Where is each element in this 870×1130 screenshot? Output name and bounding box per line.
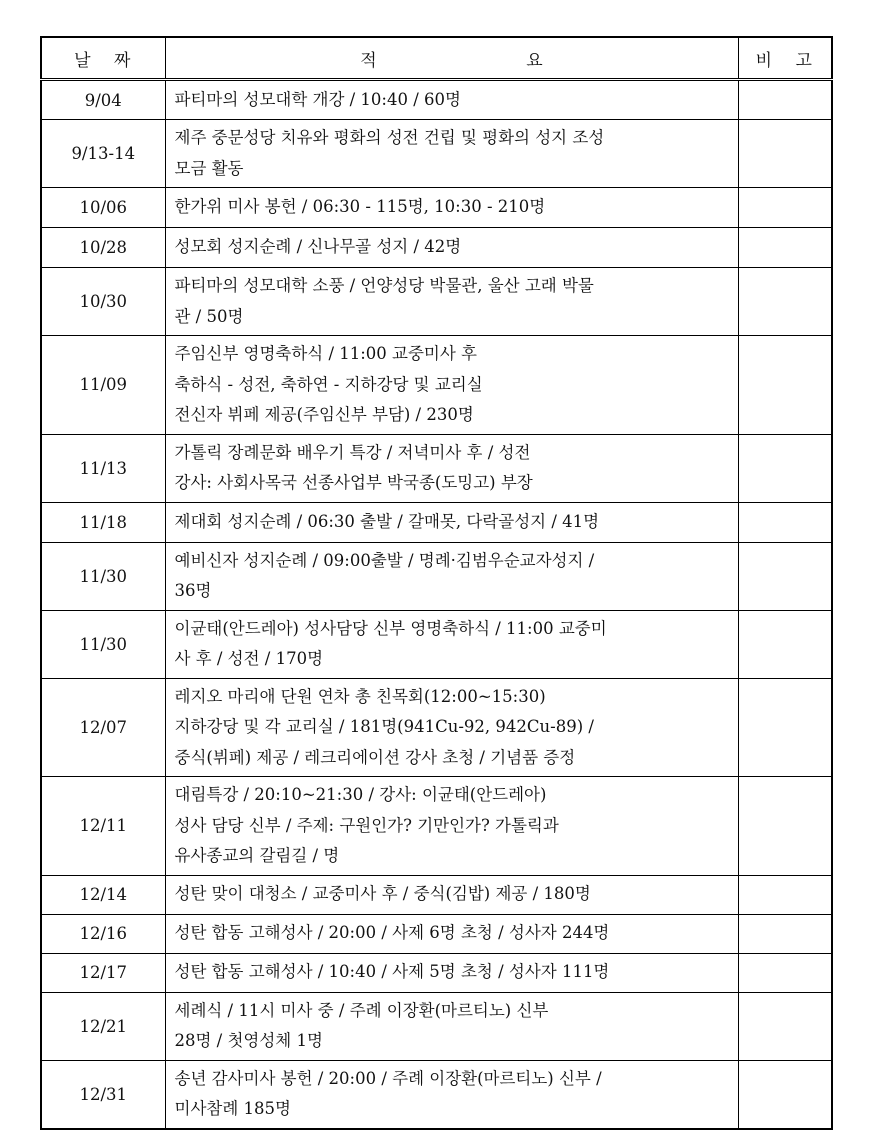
table-row bbox=[41, 268, 832, 336]
summary-line: 관 / 50명 bbox=[174, 306, 244, 326]
row-date: 12/17 bbox=[41, 953, 165, 992]
summary-line: 지하강당 및 각 교리실 / 181명(941Cu-92, 942Cu-89) / bbox=[174, 717, 594, 736]
row-date: 11/13 bbox=[41, 434, 165, 502]
row-summary bbox=[165, 502, 738, 542]
row-date: 12/31 bbox=[41, 1060, 165, 1129]
table-row bbox=[41, 80, 832, 120]
summary-line: 성탄 합동 고해성사 / 20:00 / 사제 6명 초청 / 성사자 244명 bbox=[174, 923, 610, 943]
row-summary bbox=[165, 188, 738, 228]
summary-line: 제대회 성지순례 / 06:30 출발 / 갈매못, 다락골성지 / 41명 bbox=[174, 511, 600, 531]
summary-line: 송년 감사미사 봉헌 / 20:00 / 주례 이장환(마르티노) 신부 / bbox=[174, 1068, 602, 1088]
header-note-label: 비 고 bbox=[755, 50, 814, 71]
summary-line: 주임신부 영명축하식 / 11:00 교중미사 후 bbox=[174, 344, 477, 363]
activity-log-sheet bbox=[40, 36, 831, 1130]
row-date: 11/18 bbox=[41, 502, 165, 542]
table-row bbox=[41, 678, 832, 777]
row-summary bbox=[165, 678, 738, 777]
row-date: 12/21 bbox=[41, 992, 165, 1060]
summary-line: 파티마의 성모대학 소풍 / 언양성당 박물관, 울산 고래 박물 bbox=[174, 276, 594, 295]
activity-table bbox=[40, 36, 833, 1130]
row-summary bbox=[165, 1060, 738, 1129]
row-note bbox=[738, 80, 832, 120]
row-note bbox=[738, 992, 832, 1060]
row-summary bbox=[165, 268, 738, 336]
table-row bbox=[41, 914, 832, 953]
header-note bbox=[738, 37, 832, 80]
table-row bbox=[41, 953, 832, 992]
table-row bbox=[41, 1060, 832, 1129]
row-date: 9/04 bbox=[41, 80, 165, 120]
row-summary bbox=[165, 120, 738, 188]
row-note bbox=[738, 914, 832, 953]
row-note bbox=[738, 228, 832, 268]
row-date: 10/30 bbox=[41, 268, 165, 336]
summary-line: 강사: 사회사목국 선종사업부 박국종(도밍고) 부장 bbox=[174, 473, 533, 492]
row-note bbox=[738, 502, 832, 542]
summary-line: 파티마의 성모대학 개강 / 10:40 / 60명 bbox=[174, 89, 461, 109]
summary-line: 한가위 미사 봉헌 / 06:30 - 115명, 10:30 - 210명 bbox=[174, 197, 546, 217]
row-note bbox=[738, 336, 832, 435]
row-date: 12/07 bbox=[41, 678, 165, 777]
row-summary bbox=[165, 228, 738, 268]
header-date bbox=[41, 37, 165, 80]
row-note bbox=[738, 268, 832, 336]
summary-line: 세례식 / 11시 미사 중 / 주례 이장환(마르티노) 신부 bbox=[174, 1000, 549, 1020]
summary-line: 레지오 마리애 단원 연차 총 친목회(12:00~15:30) bbox=[174, 686, 546, 706]
row-summary bbox=[165, 875, 738, 914]
row-note bbox=[738, 678, 832, 777]
row-summary bbox=[165, 914, 738, 953]
row-summary bbox=[165, 992, 738, 1060]
summary-line: 대림특강 / 20:10~21:30 / 강사: 이균태(안드레아) bbox=[174, 785, 547, 804]
summary-line: 36명 bbox=[174, 581, 212, 600]
summary-line: 제주 중문성당 치유와 평화의 성전 건립 및 평화의 성지 조성 bbox=[174, 128, 605, 147]
row-date: 9/13-14 bbox=[41, 120, 165, 188]
summary-line: 예비신자 성지순례 / 09:00출발 / 명례·김범우순교자성지 / bbox=[174, 550, 595, 570]
summary-line: 성탄 합동 고해성사 / 10:40 / 사제 5명 초청 / 성사자 111명 bbox=[174, 962, 610, 982]
row-date: 11/30 bbox=[41, 542, 165, 610]
summary-line: 전신자 뷔페 제공(주임신부 부담) / 230명 bbox=[174, 405, 474, 424]
row-note bbox=[738, 875, 832, 914]
row-date: 11/09 bbox=[41, 336, 165, 435]
summary-line: 성탄 맞이 대청소 / 교중미사 후 / 중식(김밥) 제공 / 180명 bbox=[174, 884, 591, 904]
summary-line: 중식(뷔페) 제공 / 레크리에이션 강사 초청 / 기념품 증정 bbox=[174, 747, 576, 767]
summary-line: 가톨릭 장례문화 배우기 특강 / 저녁미사 후 / 성전 bbox=[174, 442, 531, 462]
table-row bbox=[41, 228, 832, 268]
summary-line: 축하식 - 성전, 축하연 - 지하강당 및 교리실 bbox=[174, 374, 483, 394]
row-summary bbox=[165, 336, 738, 435]
row-summary bbox=[165, 434, 738, 502]
summary-line: 미사참례 185명 bbox=[174, 1099, 291, 1118]
summary-line: 28명 / 첫영성체 1명 bbox=[174, 1031, 323, 1050]
row-summary bbox=[165, 80, 738, 120]
summary-line: 모금 활동 bbox=[174, 158, 244, 178]
row-note bbox=[738, 777, 832, 876]
table-row bbox=[41, 875, 832, 914]
table-row bbox=[41, 542, 832, 610]
table-row bbox=[41, 120, 832, 188]
row-note bbox=[738, 120, 832, 188]
summary-line: 성모회 성지순례 / 신나무골 성지 / 42명 bbox=[174, 237, 462, 257]
table-body bbox=[41, 80, 832, 1129]
row-note bbox=[738, 434, 832, 502]
table-row bbox=[41, 610, 832, 678]
row-date: 12/14 bbox=[41, 875, 165, 914]
table-row bbox=[41, 502, 832, 542]
summary-line: 이균태(안드레아) 성사담당 신부 영명축하식 / 11:00 교중미 bbox=[174, 618, 607, 638]
row-date: 12/16 bbox=[41, 914, 165, 953]
row-note bbox=[738, 610, 832, 678]
summary-line: 사 후 / 성전 / 170명 bbox=[174, 649, 324, 668]
table-header-row bbox=[41, 37, 832, 80]
header-summary-left: 적 bbox=[360, 50, 377, 71]
row-note bbox=[738, 542, 832, 610]
row-date: 10/28 bbox=[41, 228, 165, 268]
header-date-label: 날 짜 bbox=[74, 50, 133, 71]
row-date: 12/11 bbox=[41, 777, 165, 876]
header-summary bbox=[165, 37, 738, 80]
row-date: 10/06 bbox=[41, 188, 165, 228]
table-row bbox=[41, 188, 832, 228]
table-row bbox=[41, 434, 832, 502]
row-note bbox=[738, 953, 832, 992]
table-row bbox=[41, 992, 832, 1060]
row-summary bbox=[165, 777, 738, 876]
row-summary bbox=[165, 610, 738, 678]
row-summary bbox=[165, 953, 738, 992]
row-date: 11/30 bbox=[41, 610, 165, 678]
row-note bbox=[738, 1060, 832, 1129]
row-note bbox=[738, 188, 832, 228]
header-summary-right: 요 bbox=[526, 50, 543, 71]
row-summary bbox=[165, 542, 738, 610]
summary-line: 성사 담당 신부 / 주제: 구원인가? 기만인가? 가톨릭과 bbox=[174, 815, 559, 835]
table-row bbox=[41, 336, 832, 435]
summary-line: 유사종교의 갈림길 / 명 bbox=[174, 846, 340, 865]
table-row bbox=[41, 777, 832, 876]
